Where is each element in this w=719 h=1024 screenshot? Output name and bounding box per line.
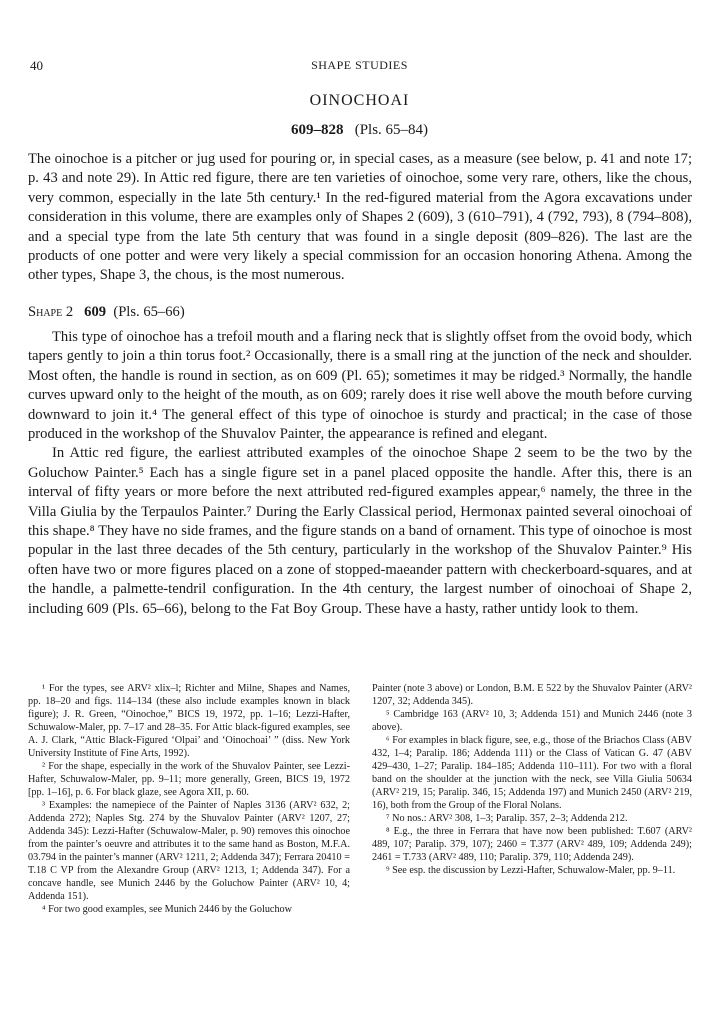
section-number: 609	[84, 304, 107, 320]
section-heading	[28, 304, 185, 321]
paragraph-1: This type of oinochoe has a trefoil mouth and a flaring neck that is slightly offset from the ovoid body, which tapers gently to join a thin torus foot.² Occasionally, there is a small ring at the junction of the neck and shoulder. Most often, the handle is round in section, as on 609 (Pl. 65); sometimes it may be ridged.³ Normally, the handle curves upward only to the height of the mouth, as on 609; rarely does it rise well above the mouth before curving downward to join it.⁴ The general effect of this type of oinochoe is sturdy and practical; in the case of those produced in the workshop of the Shuvalov Painter, the appearance is refined and elegant.	[28, 329, 692, 443]
catalogue-range	[0, 122, 719, 139]
footnote-3: ³ Examples: the namepiece of the Painter of Naples 3136 (ARV² 632, 2; Addenda 272); Naples Stg. 274 by the Shuvalov Painter (ARV² 1207, 27; Addenda 345): Lezzi-Hafter (Schuwalow-Maler, p. 90) removes this oinochoe from the painter’s oeuvre and attributes it to the same hand as Boston, M.F.A. 03.794 in the painter’s manner (ARV² 1211, 2; Addenda 347); Ferrara 20410 = T.18 C VP from the Alexandre Group (ARV² 1213, 1; Addenda 347). For a concave handle, see Munich 2446 by the Goluchow Painter (ARV² 10, 4; Addenda 151).	[28, 800, 350, 902]
page-number: 40	[30, 58, 43, 73]
plates-reference: (Pls. 65–84)	[354, 122, 429, 138]
footnote-7: ⁷ No nos.: ARV² 308, 1–3; Paralip. 357, 2–3; Addenda 212.	[386, 813, 628, 824]
running-head: SHAPE STUDIES	[311, 58, 408, 72]
footnote-5: ⁵ Cambridge 163 (ARV² 10, 3; Addenda 151) and Munich 2446 (note 3 above).	[372, 709, 692, 733]
shape2-text	[28, 328, 692, 619]
footnote-8: ⁸ E.g., the three in Ferrara that have now been published: T.607 (ARV² 489, 107; Paralip. 379, 107); 2460 = T.377 (ARV² 489, 109; Addenda 249); 2461 = T.733 (ARV² 489, 110; Paralip. 379, 110; Addenda 249).	[372, 826, 692, 863]
footnotes-left-column	[28, 682, 350, 916]
footnote-2: ² For the shape, especially in the work of the Shuvalov Painter, see Lezzi-Hafter, Schuwalow-Maler, pp. 9–11; more generally, Green, BICS 19, 1972 [pp. 1–16], p. 6. For black glaze, see Agora XII, p. 60.	[28, 761, 350, 798]
intro-text: The oinochoe is a pitcher or jug used for pouring or, in special cases, as a measure (see below, p. 41 and note 17; p. 43 and note 29). In Attic red figure, there are ten varieties of oinochoe, some very rare, others, like the chous, very common, especially in the late 5th century.¹ In the red-figured material from the Agora excavations under consideration in this volume, there are examples only of Shapes 2 (609), 3 (610–791), 4 (792, 793), 8 (794–808), and a special type from the late 5th century that was found in a single deposit (809–826). The last are the products of one potter and were very likely a special commission for an occasion honoring Athena. Among the other types, Shape 3, the chous, is the most numerous.	[28, 151, 692, 284]
intro-paragraph	[28, 150, 692, 286]
paragraph-2: In Attic red figure, the earliest attributed examples of the oinochoe Shape 2 seem to be the two by the Goluchow Painter.⁵ Each has a single figure set in a panel placed opposite the handle. After this, there is an interval of fifty years or more before the next attributed red-figured examples appear,⁶ namely, the three in the Villa Giulia by the Terpaulos Painter.⁷ During the Early Classical period, Hermonax painted several oinochoai of this shape.⁸ They have no side frames, and the figure stands on a band of ornament. This type of oinochoe is most popular in the last three decades of the 5th century, particularly in the workshop of the Shuvalov Painter.⁹ His often have two or more figures placed on a zone of stopped-maeander pattern with checkerboard-squares, and at the handle, a palmette-tendril configuration. In the 4th century, the largest number of oinochoai of Shape 2, including 609 (Pls. 65–66), belong to the Fat Boy Group. These have a hasty, rather untidy look to them.	[28, 445, 692, 617]
footnote-1: ¹ For the types, see ARV² xlix–l; Richter and Milne, Shapes and Names, pp. 18–20 and figs. 114–134 (these also include examples known in black figure); J. R. Green, “Oinochoe,” BICS 19, 1972, pp. 1–16; Lezzi-Hafter, Schuwalow-Maler, pp. 7–17 and 28–35. For Attic black-figured examples, see A. J. Clark, “Attic Black-Figured ‘Olpai’ and ‘Oinochoai’ ” (diss. New York University Institute of Fine Arts, 1992).	[28, 683, 350, 759]
catalogue-numbers: 609–828	[290, 122, 344, 138]
footnote-4: ⁴ For two good examples, see Munich 2446 by the Goluchow	[42, 904, 292, 915]
page-title: OINOCHOAI	[309, 92, 410, 109]
section-label: Shape 2	[28, 304, 74, 320]
footnote-6: ⁶ For examples in black figure, see, e.g., those of the Briachos Class (ABV 432, 1–4; Paralip. 186; Addenda 111) or the Class of Vatican G. 47 (ABV 429–430, 1–27; Paralip. 184–185; Addenda 110–111). For two with a floral band on the shoulder at the junction with the neck, see Villa Giulia 50634 (ARV² 219, 15; Paralip. 346, 15; Addenda 197) and Munich 2450 (ARV² 219, 16), both from the Group of the Floral Nolans.	[372, 735, 692, 811]
footnotes-right-column	[372, 682, 692, 877]
section-plates: (Pls. 65–66)	[113, 304, 185, 320]
footnote-9: ⁹ See esp. the discussion by Lezzi-Hafter, Schuwalow-Maler, pp. 9–11.	[386, 865, 676, 876]
footnote-4-continued: Painter (note 3 above) or London, B.M. E 522 by the Shuvalov Painter (ARV² 1207, 32; Addenda 345).	[372, 683, 692, 707]
